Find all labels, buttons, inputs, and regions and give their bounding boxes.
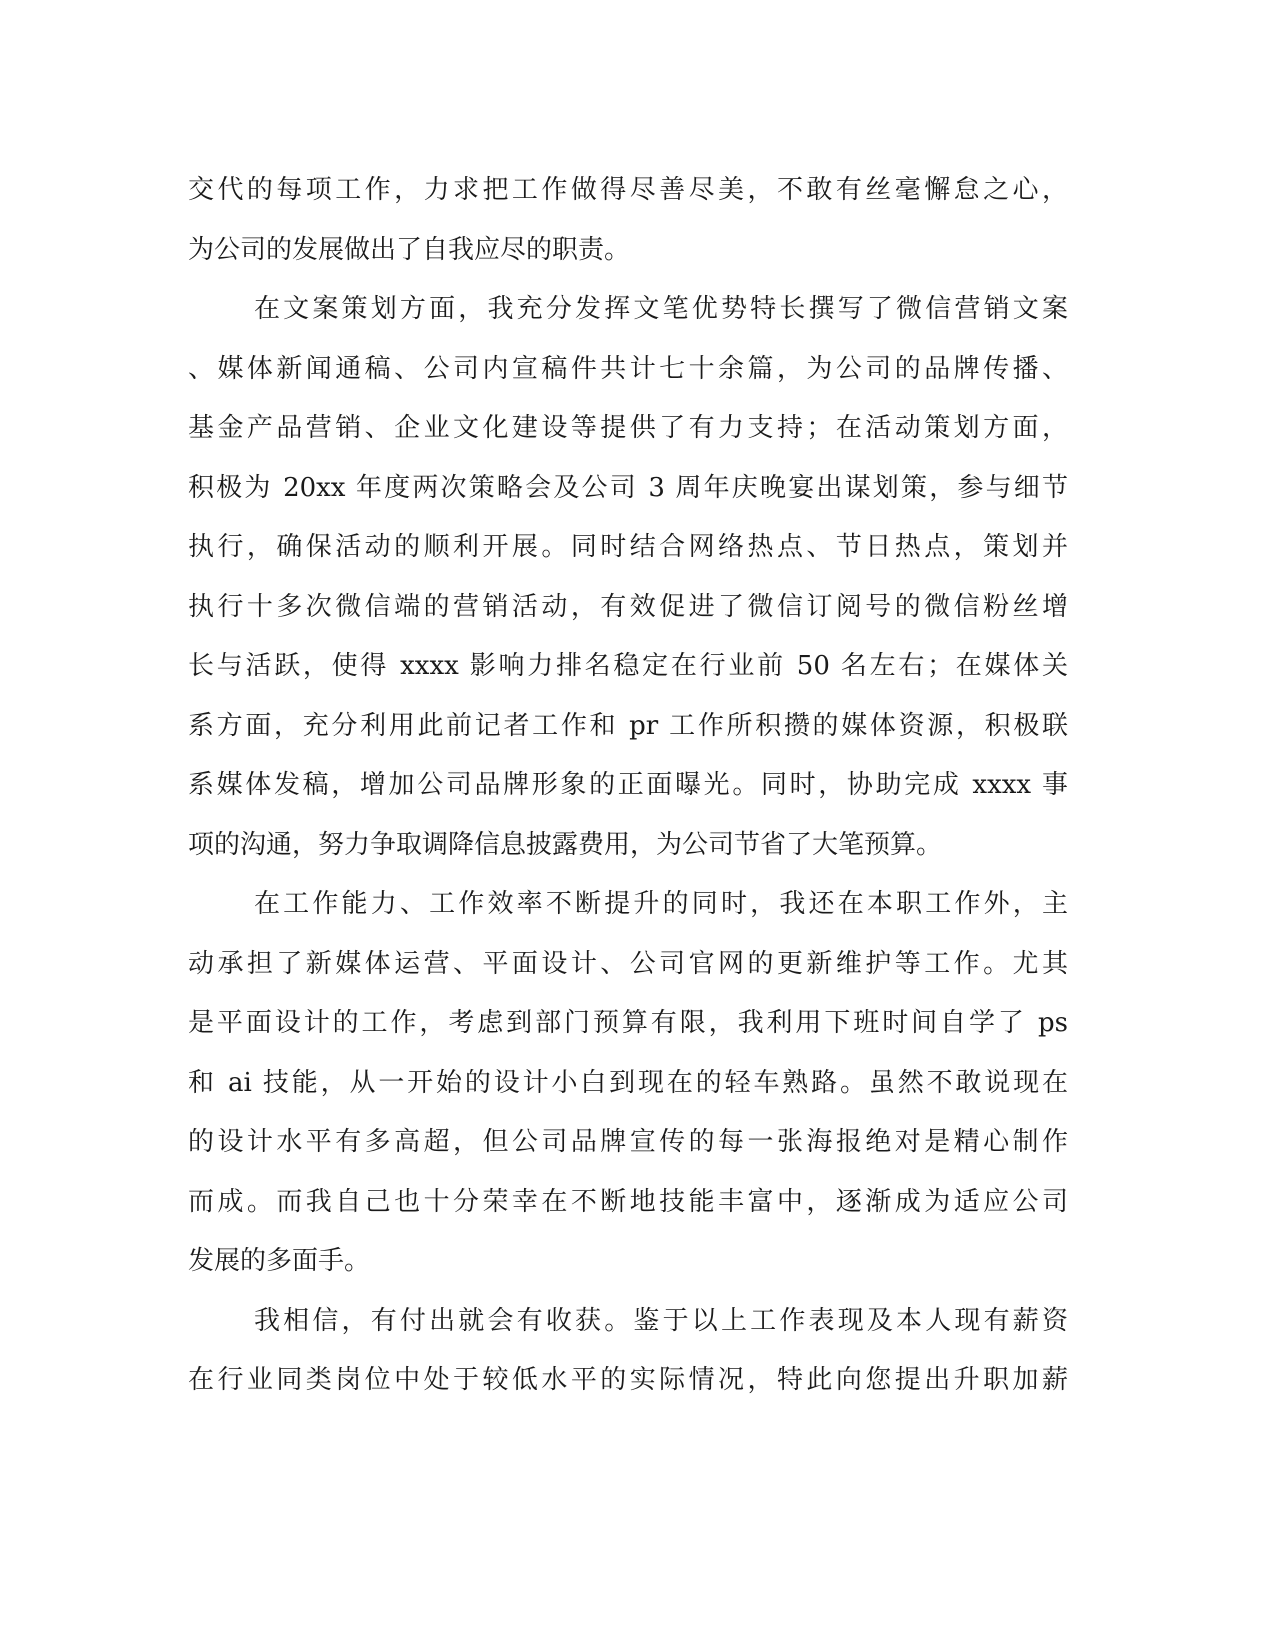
text-line: 交代的每项工作，力求把工作做得尽善尽美，不敢有丝毫懈怠之心， — [188, 175, 1068, 205]
text-line: 在行业同类岗位中处于较低水平的实际情况，特此向您提出升职加薪 — [188, 1365, 1068, 1395]
text-line: 系方面，充分利用此前记者工作和 pr 工作所积攒的媒体资源，积极联 — [188, 710, 1068, 741]
text-line: 长与活跃，使得 xxxx 影响力排名稳定在行业前 50 名左右；在媒体关 — [188, 651, 1068, 681]
paragraph-first-line: 我相信，有付出就会有收获。鉴于以上工作表现及本人现有薪资 — [254, 1305, 1068, 1336]
text-line: 、媒体新闻通稿、公司内宣稿件共计七十余篇，为公司的品牌传播、 — [188, 353, 1068, 384]
text-line: 积极为 20xx 年度两次策略会及公司 3 周年庆晚宴出谋划策，参与细节 — [188, 472, 1068, 503]
text-line: 项的沟通，努力争取调降信息披露费用，为公司节省了大笔预算。 — [188, 829, 943, 860]
text-line: 而成。而我自己也十分荣幸在不断地技能丰富中，逐渐成为适应公司 — [188, 1186, 1068, 1217]
text-line: 动承担了新媒体运营、平面设计、公司官网的更新维护等工作。尤其 — [188, 948, 1068, 979]
text-line: 的设计水平有多高超，但公司品牌宣传的每一张海报绝对是精心制作 — [188, 1127, 1068, 1157]
text-line: 系媒体发稿，增加公司品牌形象的正面曝光。同时，协助完成 xxxx 事 — [188, 770, 1068, 800]
text-line: 和 ai 技能，从一开始的设计小白到现在的轻车熟路。虽然不敢说现在 — [188, 1067, 1068, 1098]
paragraph-first-line: 在文案策划方面，我充分发挥文笔优势特长撰写了微信营销文案 — [254, 294, 1068, 324]
text-line: 执行，确保活动的顺利开展。同时结合网络热点、节日热点，策划并 — [188, 532, 1068, 562]
text-line: 为公司的发展做出了自我应尽的职责。 — [188, 234, 631, 265]
paragraph-first-line: 在工作能力、工作效率不断提升的同时，我还在本职工作外，主 — [254, 889, 1068, 919]
text-line: 基金产品营销、企业文化建设等提供了有力支持；在活动策划方面， — [188, 413, 1068, 443]
text-line: 执行十多次微信端的营销活动，有效促进了微信订阅号的微信粉丝增 — [188, 591, 1068, 622]
body-text — [188, 161, 1068, 1411]
text-line: 发展的多面手。 — [188, 1246, 371, 1276]
text-line: 是平面设计的工作，考虑到部门预算有限，我利用下班时间自学了 ps — [188, 1008, 1068, 1038]
